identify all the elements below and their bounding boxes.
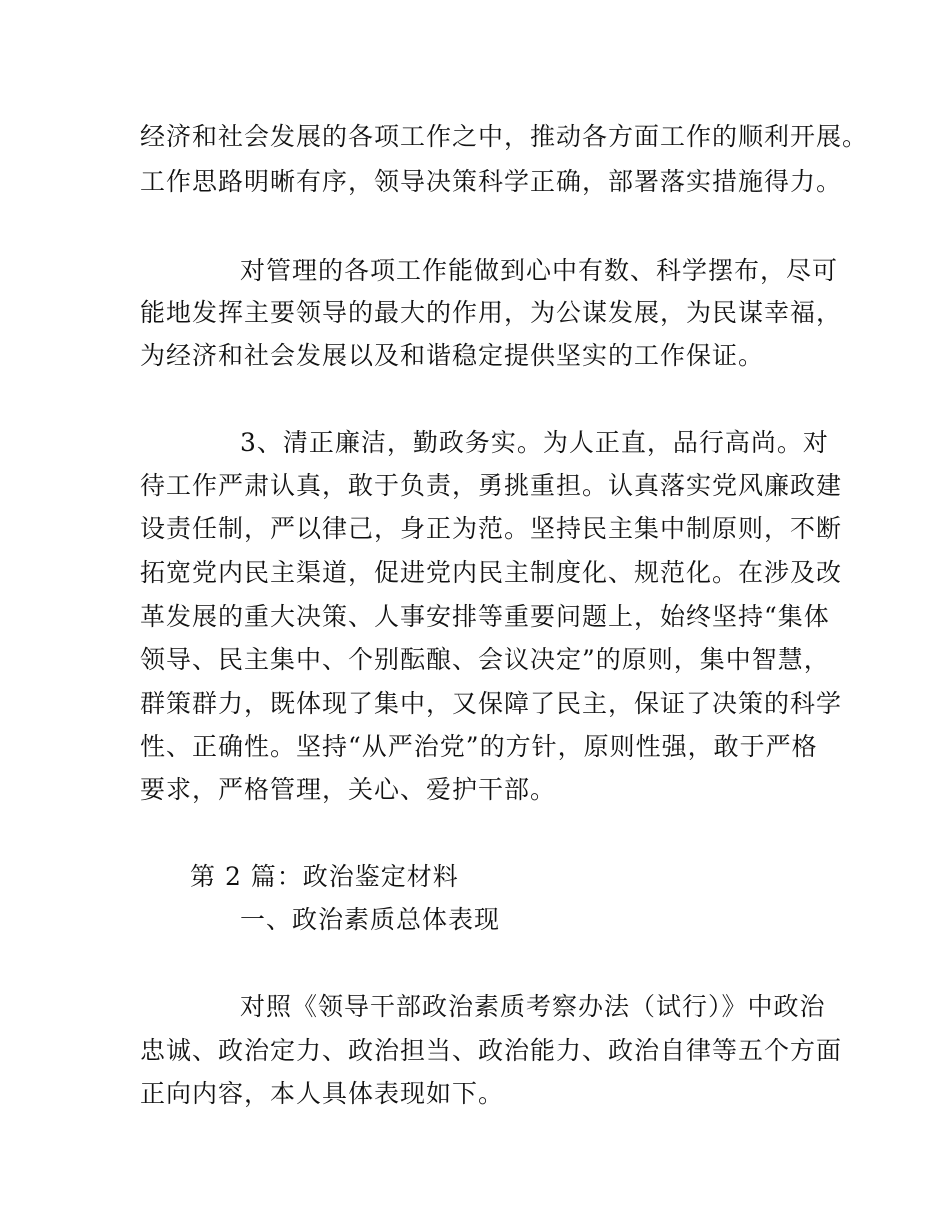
- paragraph-line: 3、清正廉洁，勤政务实。为人正直，品行高尚。对: [240, 428, 829, 457]
- paragraph-line: 正向内容，本人具体表现如下。: [140, 1079, 505, 1108]
- paragraph-line: 性、正确性。坚持“从严治党”的方针，原则性强，敢于严格: [140, 732, 818, 761]
- paragraph-line: 能地发挥主要领导的最大的作用，为公谋发展，为民谋幸福，: [140, 298, 843, 327]
- paragraph-line: 工作思路明晰有序，领导决策科学正确，部署落实措施得力。: [140, 167, 843, 196]
- paragraph-line: 为经济和社会发展以及和谐稳定提供坚实的工作保证。: [140, 341, 765, 370]
- paragraph-line: 对照《领导干部政治素质考察办法（试行）》中政治: [240, 992, 826, 1021]
- section-subtitle: 一、政治素质总体表现: [240, 905, 501, 934]
- paragraph-line: 革发展的重大决策、人事安排等重要问题上，始终坚持“集体: [140, 602, 830, 631]
- paragraph-line: 对管理的各项工作能做到心中有数、科学摆布，尽可: [240, 256, 839, 285]
- paragraph-line: 领导、民主集中、个别酝酿、会议决定”的原则，集中智慧，: [140, 645, 830, 674]
- paragraph-line: 忠诚、政治定力、政治担当、政治能力、政治自律等五个方面: [140, 1036, 843, 1065]
- paragraph-line: 设责任制，严以律己，身正为范。坚持民主集中制原则，不断: [140, 514, 843, 543]
- section-title: 第 2 篇：政治鉴定材料: [190, 862, 459, 891]
- paragraph-line: 要求，严格管理，关心、爱护干部。: [140, 775, 557, 804]
- paragraph-line: 群策群力，既体现了集中，又保障了民主，保证了决策的科学: [140, 689, 843, 718]
- paragraph-line: 经济和社会发展的各项工作之中，推动各方面工作的顺利开展。: [140, 122, 869, 151]
- paragraph-line: 待工作严肃认真，敢于负责，勇挑重担。认真落实党风廉政建: [140, 471, 843, 500]
- paragraph-line: 拓宽党内民主渠道，促进党内民主制度化、规范化。在涉及改: [140, 558, 843, 587]
